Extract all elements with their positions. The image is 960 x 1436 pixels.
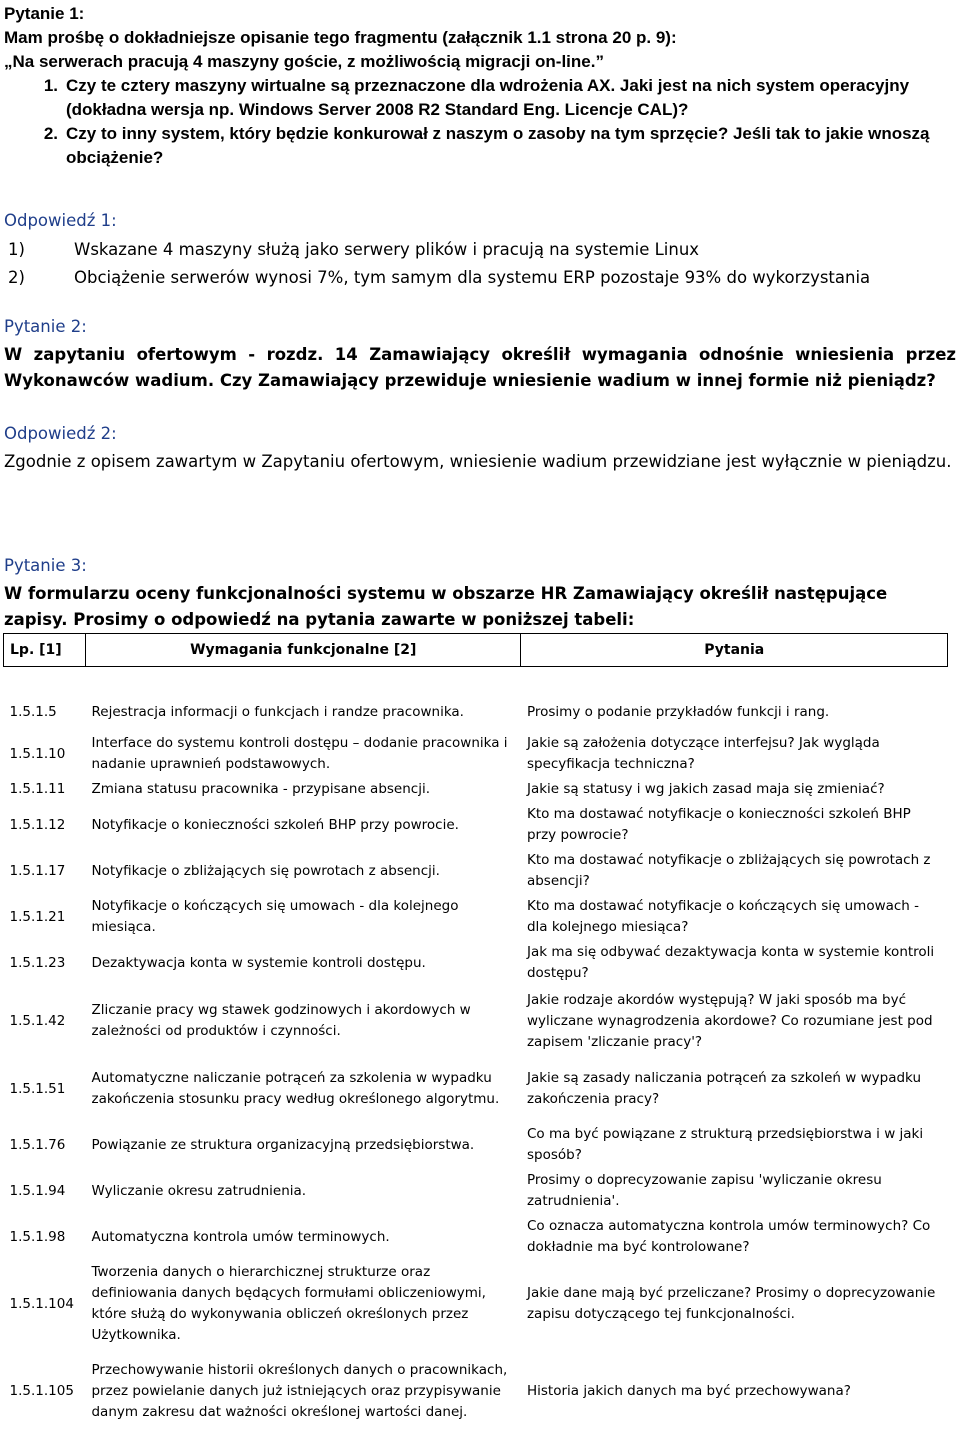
- cell-lp: 1.5.1.76: [9, 1136, 66, 1153]
- answer-1-title: Odpowiedź 1:: [4, 211, 117, 230]
- table-row: [4, 731, 948, 777]
- table-row: [4, 1168, 948, 1214]
- header-questions: Pytania: [521, 634, 948, 667]
- question-1-item: [4, 74, 954, 122]
- cell-requirement: Interface do systemu kontroli dostępu – dodanie pracownika i nadanie uprawnień podstawowych.: [91, 735, 508, 772]
- question-3-block: [4, 553, 956, 633]
- answer-1-item: [4, 265, 956, 291]
- question-2-text: W zapytaniu ofertowym - rozdz. 14 Zamawiający określił wymagania odnośnie wniesienia przez Wykonawców wadium. Czy Zamawiający przewiduje wniesienie wadium w innej formie niż pieniądz?: [4, 345, 956, 390]
- table-row: [4, 1348, 948, 1434]
- question-2-block: [4, 314, 956, 394]
- cell-requirement: Dezaktywacja konta w systemie kontroli dostępu.: [91, 954, 426, 971]
- cell-question: Kto ma dostawać notyfikacje o zbliżających się powrotach z absencji?: [526, 852, 931, 889]
- cell-question: Kto ma dostawać notyfikacje o konieczności szkoleń BHP przy powrocie?: [526, 806, 911, 843]
- cell-question: Jakie dane mają być przeliczane? Prosimy o doprecyzowanie zapisu dotyczącego tej funkcjonalności.: [526, 1285, 936, 1322]
- table-row: [4, 1214, 948, 1260]
- cell-requirement: Rejestracja informacji o funkcjach i randze pracownika.: [91, 703, 464, 720]
- table-header-row: [4, 634, 948, 667]
- cell-question: Jakie są statusy i wg jakich zasad maja się zmieniać?: [526, 781, 885, 797]
- answer-1-item-text: Wskazane 4 maszyny służą jako serwery plików i pracują na systemie Linux: [74, 240, 700, 259]
- question-1-item-text: Czy to inny system, który będzie konkurował z naszym o zasoby na tym sprzęcie? Jeśli tak to jakie wnoszą obciążenie?: [66, 124, 930, 167]
- cell-lp: 1.5.1.98: [9, 1228, 66, 1245]
- cell-lp: 1.5.1.104: [9, 1295, 74, 1312]
- cell-lp: 1.5.1.51: [9, 1080, 66, 1097]
- cell-question: Prosimy o podanie przykładów funkcji i rang.: [526, 703, 830, 720]
- cell-lp: 1.5.1.17: [9, 862, 66, 879]
- cell-requirement: Notyfikacje o kończących się umowach - dla kolejnego miesiąca.: [91, 898, 459, 935]
- cell-requirement: Zmiana statusu pracownika - przypisane absencji.: [91, 781, 431, 797]
- cell-question: Kto ma dostawać notyfikacje o kończących się umowach - dla kolejnego miesiąca?: [526, 898, 920, 935]
- question-1-block: [4, 2, 954, 170]
- question-1-item: [4, 122, 954, 170]
- question-3-text: W formularzu oceny funkcjonalności systemu w obszarze HR Zamawiający określił następujące zapisy. Prosimy o odpowiedź na pytania zawarte w poniższej tabeli:: [4, 584, 888, 629]
- cell-requirement: Notyfikacje o zbliżających się powrotach z absencji.: [91, 862, 440, 879]
- table-row: [4, 1056, 948, 1122]
- cell-requirement: Przechowywanie historii określonych danych o pracownikach, przez powielanie danych już istniejących oraz przypisywanie danym zakresu dat ważności określonej wartości danej.: [91, 1361, 508, 1420]
- answer-2-text: Zgodnie z opisem zawartym w Zapytaniu ofertowym, wniesienie wadium przewidziane jest wyłącznie w pieniądzu.: [4, 452, 952, 471]
- cell-requirement: Tworzenia danych o hierarchicznej strukturze oraz definiowania danych będących formułami obliczeniowymi, które służą do wykonywania obliczeń określonych przez Użytkownika.: [91, 1264, 486, 1343]
- table-row: [4, 802, 948, 848]
- requirements-table: [3, 633, 948, 1434]
- cell-lp: 1.5.1.23: [9, 954, 66, 971]
- cell-lp: 1.5.1.12: [9, 816, 66, 833]
- cell-lp: 1.5.1.42: [9, 1012, 66, 1029]
- table-row: [4, 894, 948, 940]
- question-2-title: Pytanie 2:: [4, 317, 87, 336]
- cell-lp: 1.5.1.105: [9, 1382, 74, 1399]
- cell-lp: 1.5.1.10: [9, 745, 66, 762]
- answer-2-block: [4, 421, 956, 475]
- cell-question: Prosimy o doprecyzowanie zapisu 'wyliczanie okresu zatrudnienia'.: [526, 1172, 882, 1209]
- cell-lp: 1.5.1.11: [9, 781, 66, 797]
- cell-requirement: Notyfikacje o konieczności szkoleń BHP przy powrocie.: [91, 816, 459, 833]
- table-row: [4, 777, 948, 802]
- table-body: [4, 667, 948, 1435]
- cell-question: Jakie są założenia dotyczące interfejsu? Jak wygląda specyfikacja techniczna?: [526, 735, 880, 772]
- cell-question: Historia jakich danych ma być przechowywana?: [526, 1382, 851, 1399]
- header-requirements: Wymagania funkcjonalne [2]: [85, 634, 520, 667]
- question-1-line1: Mam prośbę o dokładniejsze opisanie tego fragmentu (załącznik 1.1 strona 20 p. 9):: [4, 28, 677, 47]
- cell-requirement: Powiązanie ze struktura organizacyjną przedsiębiorstwa.: [91, 1136, 475, 1153]
- question-1-line2: „Na serwerach pracują 4 maszyny goście, z możliwością migracji on-line.”: [4, 52, 604, 71]
- answer-1-item-text: Obciążenie serwerów wynosi 7%, tym samym dla systemu ERP pozostaje 93% do wykorzystania: [74, 268, 871, 287]
- cell-question: Co oznacza automatyczna kontrola umów terminowych? Co dokładnie ma być kontrolowane?: [526, 1218, 931, 1255]
- table-row: [4, 1260, 948, 1348]
- answer-1-item-number: 2): [8, 268, 25, 287]
- cell-question: Jak ma się odbywać dezaktywacja konta w systemie kontroli dostępu?: [526, 944, 935, 981]
- question-1-title: Pytanie 1:: [4, 4, 85, 23]
- cell-question: Jakie są zasady naliczania potrąceń za szkoleń w wypadku zakończenia pracy?: [526, 1070, 922, 1107]
- answer-2-title: Odpowiedź 2:: [4, 424, 117, 443]
- answer-1-item-number: 1): [8, 240, 25, 259]
- table-row: [4, 848, 948, 894]
- cell-question: Co ma być powiązane z strukturą przedsiębiorstwa i w jaki sposób?: [526, 1126, 924, 1163]
- table-spacer: [4, 667, 948, 694]
- cell-question: Jakie rodzaje akordów występują? W jaki sposób ma być wyliczane wynagrodzenia akordowe? Co rozumiane jest pod zapisem 'zliczanie pracy'?: [526, 991, 933, 1050]
- question-3-title: Pytanie 3:: [4, 556, 87, 575]
- cell-requirement: Automatyczne naliczanie potrąceń za szkolenia w wypadku zakończenia stosunku pracy według określonego algorytmu.: [91, 1070, 500, 1107]
- cell-lp: 1.5.1.94: [9, 1182, 66, 1199]
- answer-1-item: [4, 237, 956, 263]
- answer-1-block: [4, 208, 956, 291]
- question-1-item-number: 2.: [43, 124, 58, 143]
- question-1-item-number: 1.: [43, 76, 58, 95]
- table-row: [4, 940, 948, 986]
- table-row: [4, 986, 948, 1056]
- cell-lp: 1.5.1.5: [9, 703, 57, 720]
- table-row: [4, 1122, 948, 1168]
- header-lp: Lp. [1]: [4, 634, 86, 667]
- cell-requirement: Wyliczanie okresu zatrudnienia.: [91, 1182, 307, 1199]
- cell-requirement: Zliczanie pracy wg stawek godzinowych i akordowych w zależności od produktów i czynności.: [91, 1002, 471, 1039]
- cell-lp: 1.5.1.21: [9, 908, 66, 925]
- table-row: [4, 693, 948, 731]
- cell-requirement: Automatyczna kontrola umów terminowych.: [91, 1228, 390, 1245]
- question-1-item-text: Czy te cztery maszyny wirtualne są przeznaczone dla wdrożenia AX. Jaki jest na nich system operacyjny (dokładna wersja np. Windows Server 2008 R2 Standard Eng. Licencje CAL)?: [66, 76, 910, 119]
